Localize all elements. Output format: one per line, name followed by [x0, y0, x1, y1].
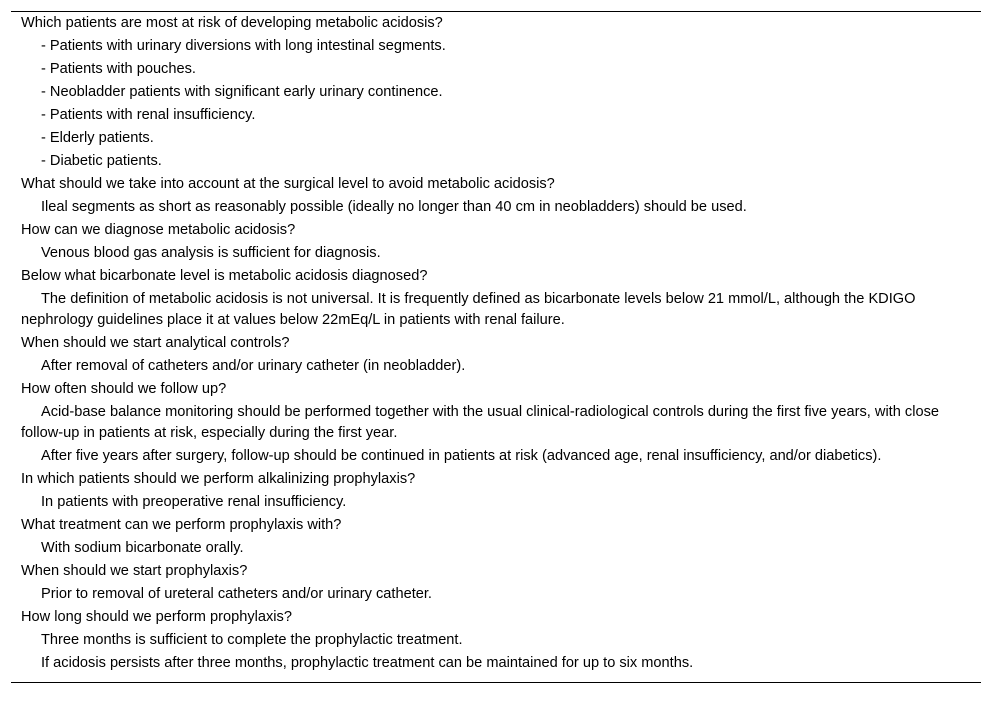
answer: Three months is sufficient to complete the prophylactic treatment. [41, 632, 463, 648]
question: How long should we perform prophylaxis? [21, 609, 292, 625]
list-item: - Patients with pouches. [41, 61, 196, 77]
answer: After removal of catheters and/or urinary catheter (in neobladder). [41, 358, 466, 374]
answer: Prior to removal of ureteral catheters and/or urinary catheter. [41, 586, 432, 602]
qa-table [11, 11, 981, 683]
answer: The definition of metabolic acidosis is not universal. It is frequently defined as bicarbonate levels below 21 mmol/L, although the KDIGO nephrology guidelines place it at values below 22mEq/L in patients with renal failure. [21, 291, 916, 328]
list-item: - Patients with renal insufficiency. [41, 107, 256, 123]
list-item: - Patients with urinary diversions with long intestinal segments. [41, 38, 446, 54]
question: How can we diagnose metabolic acidosis? [21, 222, 296, 238]
answer: Ileal segments as short as reasonably possible (ideally no longer than 40 cm in neobladders) should be used. [41, 199, 747, 215]
answer: Venous blood gas analysis is sufficient for diagnosis. [41, 245, 381, 261]
answer: With sodium bicarbonate orally. [41, 540, 244, 556]
question: What should we take into account at the surgical level to avoid metabolic acidosis? [21, 176, 555, 192]
answer: If acidosis persists after three months, prophylactic treatment can be maintained for up to six months. [41, 655, 694, 671]
list-item: - Neobladder patients with significant early urinary continence. [41, 84, 443, 100]
question: Which patients are most at risk of developing metabolic acidosis? [21, 15, 443, 31]
answer: In patients with preoperative renal insufficiency. [41, 494, 347, 510]
question: When should we start analytical controls? [21, 335, 290, 351]
question: When should we start prophylaxis? [21, 563, 248, 579]
question: In which patients should we perform alkalinizing prophylaxis? [21, 471, 416, 487]
answer: Acid-base balance monitoring should be performed together with the usual clinical-radiological controls during the first five years, with close follow-up in patients at risk, especially during the first year. [21, 404, 939, 441]
question: How often should we follow up? [21, 381, 227, 397]
answer: After five years after surgery, follow-up should be continued in patients at risk (advanced age, renal insufficiency, and/or diabetics). [41, 448, 882, 464]
list-item: - Diabetic patients. [41, 153, 162, 169]
question: Below what bicarbonate level is metabolic acidosis diagnosed? [21, 268, 428, 284]
question: What treatment can we perform prophylaxis with? [21, 517, 342, 533]
list-item: - Elderly patients. [41, 130, 154, 146]
